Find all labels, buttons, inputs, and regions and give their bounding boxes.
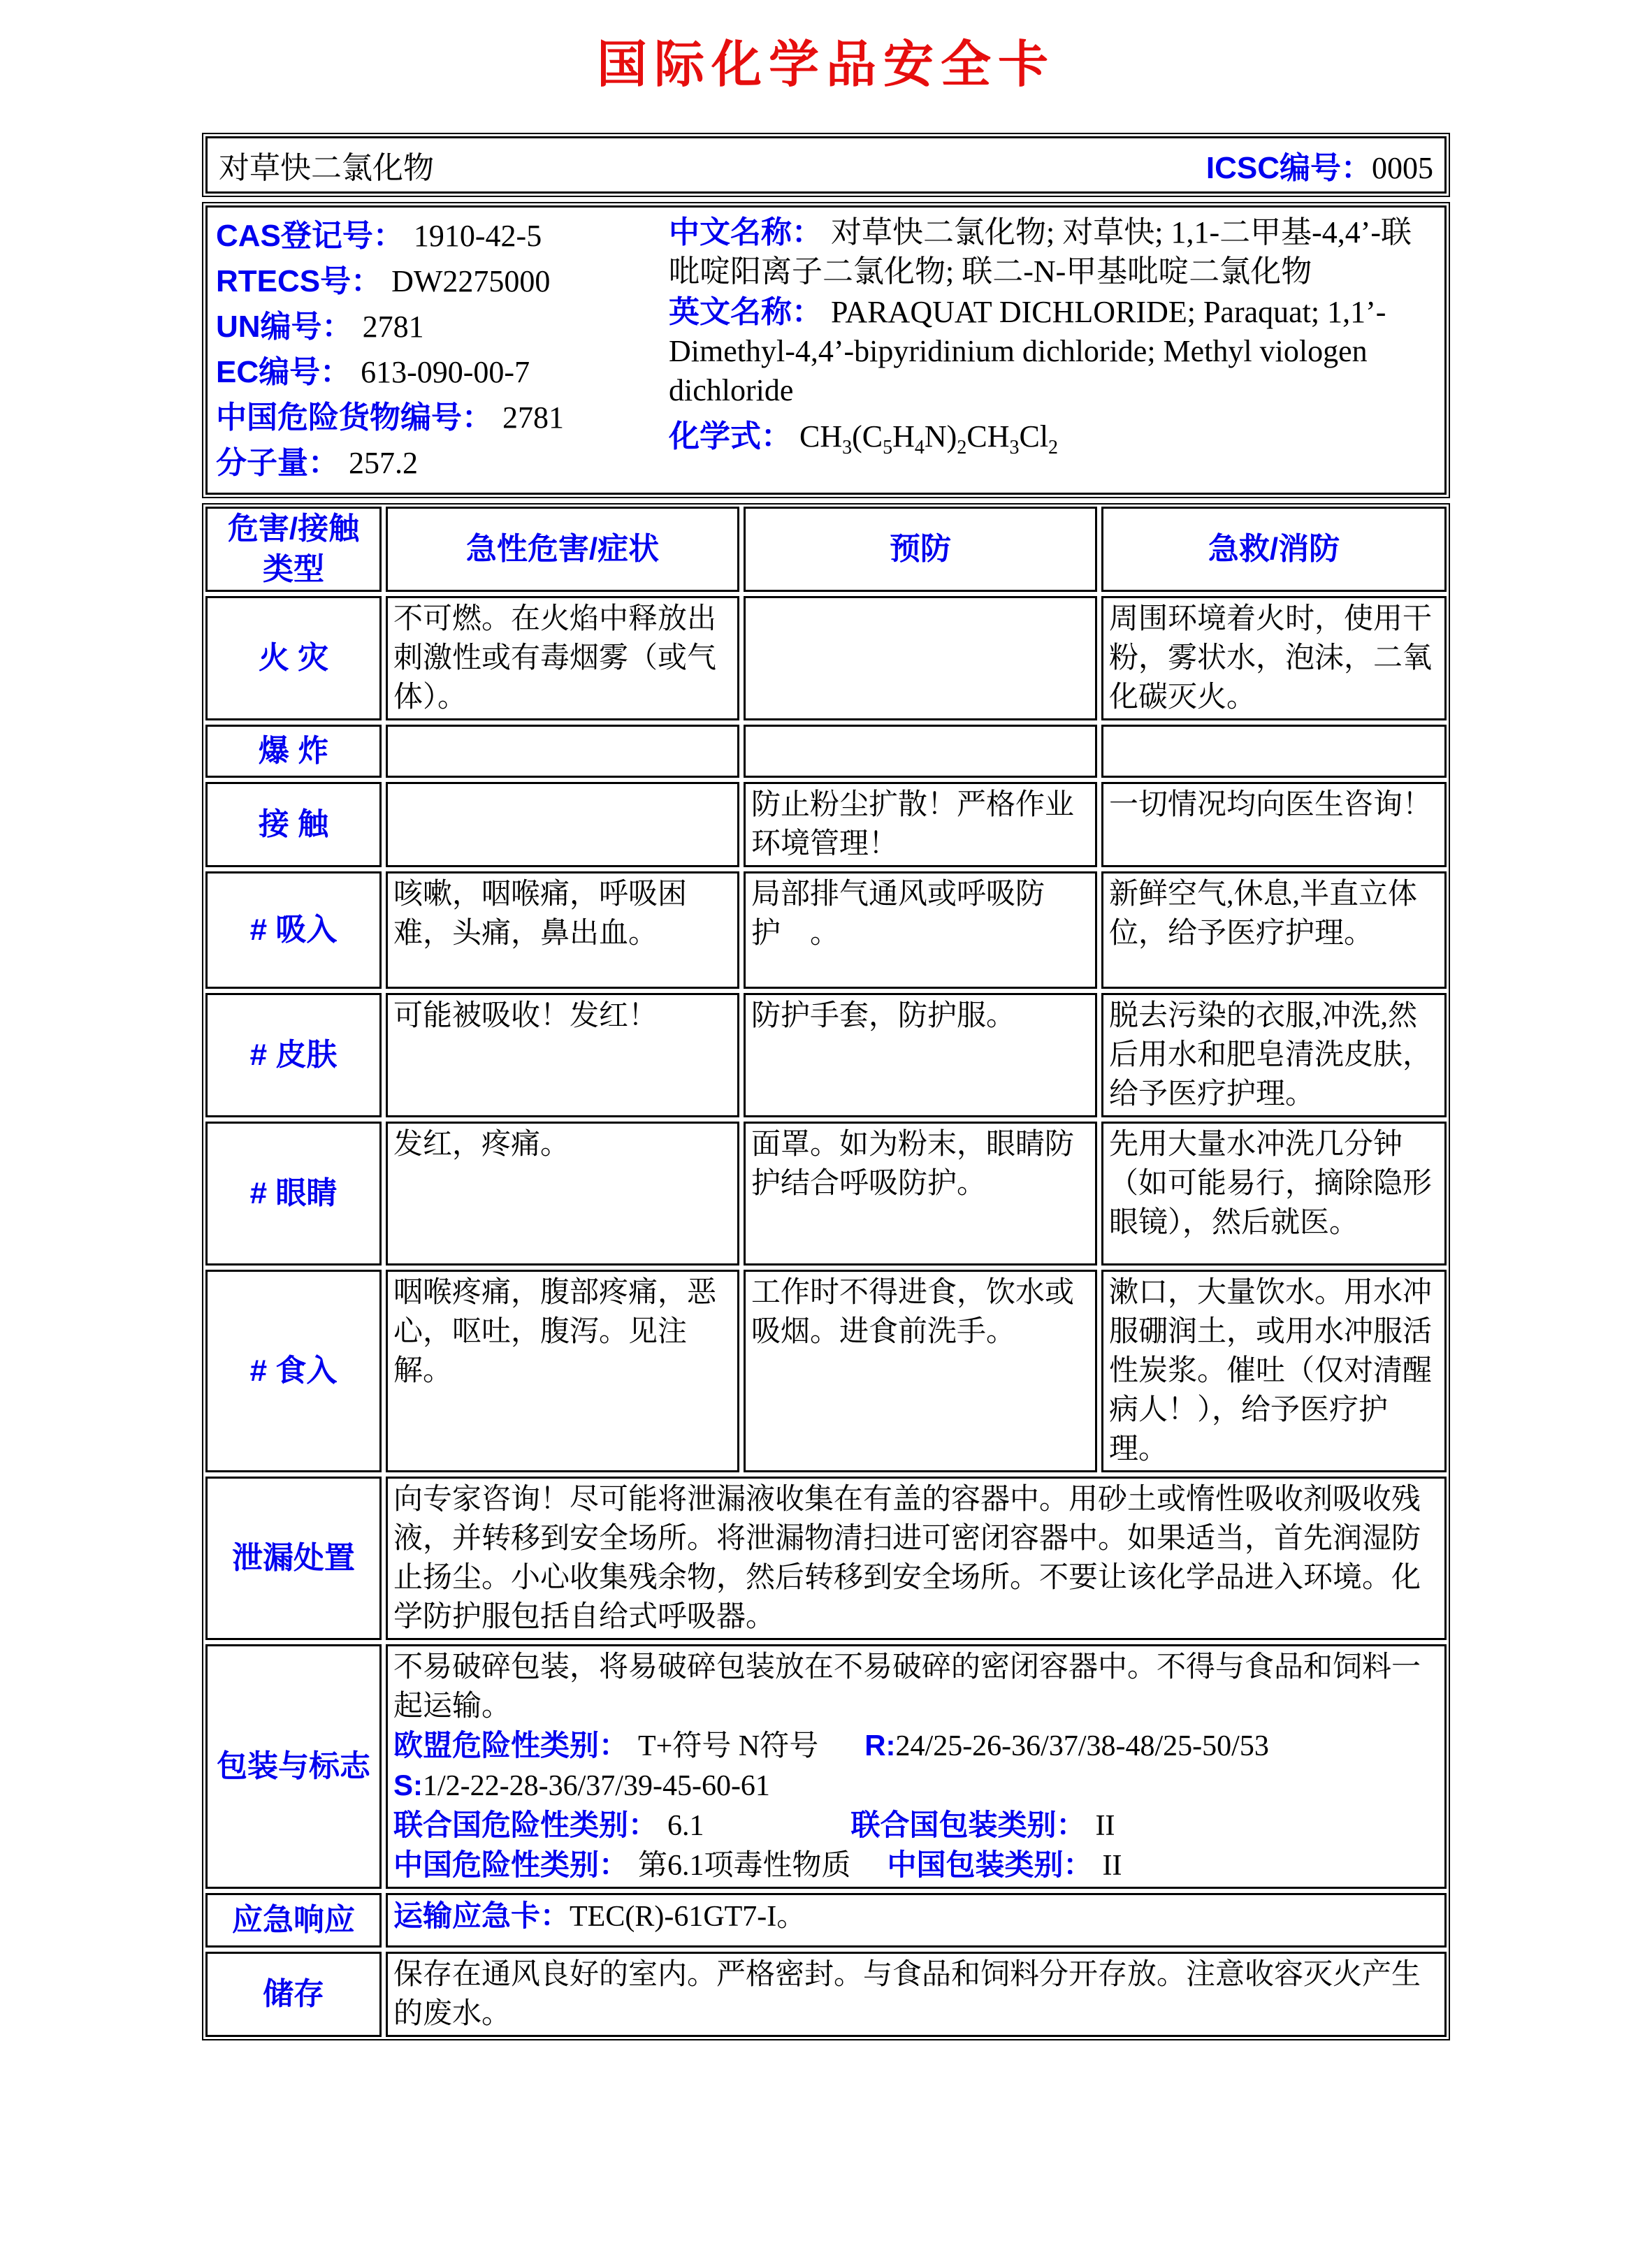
- header-hazard-type: [205, 507, 382, 592]
- row-storage-text: 保存在通风良好的室内。严格密封。与食品和饲料分开存放。注意收容灭火产生的废水。: [386, 1952, 1447, 2037]
- formula-part: CH: [799, 419, 843, 454]
- cn-pack-label: 中国包装类别：: [887, 1848, 1093, 1881]
- id-value: 1910-42-5: [413, 219, 542, 253]
- row-ingestion: [205, 1270, 1447, 1472]
- row-ingestion-prevention: 工作时不得进食，饮水或吸烟。进食前洗手。: [744, 1270, 1097, 1472]
- row-emergency-content: [386, 1893, 1447, 1948]
- row-storage-label: 储存: [205, 1952, 382, 2037]
- id-label: RTECS号：: [216, 264, 382, 298]
- identifier-list: [216, 213, 669, 486]
- row-storage: [205, 1952, 1447, 2037]
- row-eyes: [205, 1122, 1447, 1266]
- row-packaging-content: [386, 1644, 1447, 1889]
- un-class-label: 联合国危险性类别：: [393, 1808, 658, 1841]
- header-hazard-type-line1: 危害/接触: [227, 512, 360, 546]
- row-fire-symptoms: 不可燃。在火焰中释放出刺激性或有毒烟雾（或气体）。: [386, 596, 739, 720]
- cn-class-label: 中国危险性类别：: [393, 1848, 629, 1881]
- english-name-para: [669, 293, 1437, 410]
- row-skin-symptoms: 可能被吸收！发红！: [386, 993, 739, 1117]
- header-firstaid: 急救/消防: [1101, 507, 1447, 592]
- id-value: 2781: [502, 400, 564, 435]
- row-ingestion-label: # 食入: [205, 1270, 382, 1472]
- packaging-un-line: [393, 1806, 1439, 1845]
- id-value: 2781: [362, 310, 424, 344]
- row-contact: [205, 782, 1447, 867]
- row-emergency: [205, 1893, 1447, 1948]
- row-ingestion-symptoms: 咽喉疼痛，腹部疼痛，恶心，呕吐，腹泻。见注解。: [386, 1270, 739, 1472]
- row-inhalation-symptoms: 咳嗽，咽喉痛，呼吸困难，头痛，鼻出血。: [386, 871, 739, 989]
- hazard-table: [202, 503, 1450, 2040]
- hazard-table-header-row: [205, 507, 1447, 592]
- chinese-name-para: [669, 213, 1437, 291]
- formula-part: H: [892, 419, 915, 454]
- r-phrases-label: R:: [864, 1729, 896, 1762]
- header-hazard-type-line2: 类型: [263, 552, 324, 586]
- row-spillage-text: 向专家咨询！尽可能将泄漏液收集在有盖的容器中。用砂土或惰性吸收剂吸收残液，并转移到安全场所。将泄漏物清扫进可密闭容器中。如果适当，首先润湿防止扬尘。小心收集残余物，然后转移到安全场所。不要让该化学品进入环境。化学防护服包括自给式呼吸器。: [386, 1477, 1447, 1640]
- row-eyes-firstaid: 先用大量水冲洗几分钟（如可能易行，摘除隐形眼镜），然后就医。: [1101, 1122, 1447, 1266]
- row-eyes-label: # 眼睛: [205, 1122, 382, 1266]
- row-contact-label: 接 触: [205, 782, 382, 867]
- chemical-name: 对草快二氯化物: [219, 151, 434, 185]
- formula-para: [669, 414, 1437, 459]
- row-fire: [205, 596, 1447, 720]
- row-contact-prevention: 防止粉尘扩散！严格作业环境管理！: [744, 782, 1097, 867]
- row-eyes-symptoms: 发红，疼痛。: [386, 1122, 739, 1266]
- row-skin-firstaid: 脱去污染的衣服,冲洗,然后用水和肥皂清洗皮肤，给予医疗护理。: [1101, 993, 1447, 1117]
- icsc-number-label: ICSC编号：: [1205, 151, 1372, 185]
- identifiers-box: [202, 202, 1450, 498]
- english-name-value: PARAQUAT DICHLORIDE; Paraquat; 1,1’-Dimethyl-4,4’-bipyridinium dichloride; Methyl viologen dichloride: [669, 295, 1386, 407]
- formula-part: N): [924, 419, 957, 454]
- id-value: 257.2: [349, 446, 418, 480]
- id-row-china-dg: [216, 395, 669, 440]
- row-contact-symptoms: [386, 782, 739, 867]
- page-title: 国际化学品安全卡: [596, 37, 1055, 93]
- cn-pack-value: II: [1102, 1850, 1122, 1882]
- header-symptoms: 急性危害/症状: [386, 507, 739, 592]
- id-label: CAS登记号：: [216, 219, 404, 253]
- chinese-name-label: 中文名称：: [669, 215, 823, 249]
- id-row-molweight: [216, 440, 669, 486]
- icsc-number-value: 0005: [1372, 151, 1433, 185]
- row-explosion-prevention: [744, 725, 1097, 778]
- formula-subscript: 4: [914, 436, 925, 458]
- row-explosion-firstaid: [1101, 725, 1447, 778]
- row-explosion-label: 爆 炸: [205, 725, 382, 778]
- row-fire-label: 火 灾: [205, 596, 382, 720]
- row-contact-firstaid: 一切情况均向医生咨询！: [1101, 782, 1447, 867]
- row-packaging-label: 包装与标志: [205, 1644, 382, 1889]
- formula-part: (C: [852, 419, 883, 454]
- icsc-card-page: [0, 24, 1652, 2248]
- id-row-ec: [216, 349, 669, 395]
- packaging-intro: 不易破碎包装，将易破碎包装放在不易破碎的密闭容器中。不得与食品和饲料一起运输。: [393, 1651, 1421, 1723]
- row-packaging: [205, 1644, 1447, 1889]
- formula-part: Cl: [1019, 419, 1049, 454]
- id-row-un: [216, 304, 669, 349]
- packaging-s-line: [393, 1766, 1439, 1806]
- row-fire-firstaid: 周围环境着火时，使用干粉，雾状水，泡沫，二氧化碳灭火。: [1101, 596, 1447, 720]
- formula-subscript: 3: [1009, 436, 1020, 458]
- id-label: EC编号：: [216, 355, 352, 389]
- formula-subscript: 3: [842, 436, 853, 458]
- formula-part: CH: [966, 419, 1010, 454]
- icsc-number: [1206, 143, 1433, 187]
- cn-class-value: 第6.1项毒性物质: [638, 1850, 851, 1882]
- row-inhalation-prevention: 局部排气通风或呼吸防护 。: [744, 871, 1097, 989]
- un-pack-label: 联合国包装类别：: [850, 1808, 1086, 1841]
- id-row-rtecs: [216, 259, 669, 304]
- row-inhalation-firstaid: 新鲜空气,休息,半直立体位，给予医疗护理。: [1101, 871, 1447, 989]
- formula-subscript: 2: [957, 436, 967, 458]
- packaging-cn-line: [393, 1845, 1439, 1885]
- transport-card-label: 运输应急卡：: [393, 1899, 570, 1932]
- chemical-formula: [799, 419, 1059, 458]
- row-skin-prevention: 防护手套，防护服。: [744, 993, 1097, 1117]
- id-label: 分子量：: [216, 446, 339, 480]
- id-label: 中国危险货物编号：: [216, 400, 493, 435]
- card-content: [202, 133, 1450, 2040]
- row-fire-prevention: [744, 596, 1097, 720]
- formula-subscript: 5: [883, 436, 893, 458]
- row-eyes-prevention: 面罩。如为粉末，眼睛防护结合呼吸防护。: [744, 1122, 1097, 1266]
- row-inhalation-label: # 吸入: [205, 871, 382, 989]
- chinese-name-value: 对草快二氯化物; 对草快; 1,1-二甲基-4,4’-联吡啶阳离子二氯化物; 联二-N-甲基吡啶二氯化物: [669, 215, 1412, 289]
- eu-class-value: T+符号 N符号: [638, 1730, 819, 1762]
- row-spillage: [205, 1477, 1447, 1640]
- row-ingestion-firstaid: 漱口，大量饮水。用水冲服硼润土，或用水冲服活性炭浆。催吐（仅对清醒病人！），给予医疗护理。: [1101, 1270, 1447, 1472]
- id-value: 613-090-00-7: [361, 355, 530, 389]
- row-skin: [205, 993, 1447, 1117]
- id-value: DW2275000: [391, 264, 551, 298]
- id-label: UN编号：: [216, 310, 353, 344]
- r-phrases-value: 24/25-26-36/37/38-48/25-50/53: [895, 1730, 1269, 1762]
- transport-card-value: TEC(R)-61GT7-I。: [570, 1901, 806, 1933]
- header-prevention: 预防: [744, 507, 1097, 592]
- card-header-box: [202, 133, 1450, 197]
- formula-label: 化学式：: [669, 419, 792, 454]
- s-phrases-value: 1/2-22-28-36/37/39-45-60-61: [423, 1770, 770, 1802]
- card-header-cell: [205, 136, 1447, 194]
- un-pack-value: II: [1095, 1810, 1115, 1842]
- row-spillage-label: 泄漏处置: [205, 1477, 382, 1640]
- english-name-label: 英文名称：: [669, 295, 823, 329]
- formula-subscript: 2: [1048, 436, 1059, 458]
- id-row-cas: [216, 213, 669, 259]
- identifiers-cell: [205, 205, 1447, 495]
- s-phrases-label: S:: [393, 1769, 423, 1801]
- row-explosion: [205, 725, 1447, 778]
- packaging-eu-line: [393, 1726, 1439, 1766]
- row-inhalation: [205, 871, 1447, 989]
- un-class-value: 6.1: [667, 1810, 704, 1842]
- row-emergency-label: 应急响应: [205, 1893, 382, 1948]
- name-block: [669, 213, 1442, 486]
- eu-class-label: 欧盟危险性类别：: [393, 1729, 629, 1762]
- row-skin-label: # 皮肤: [205, 993, 382, 1117]
- row-explosion-symptoms: [386, 725, 739, 778]
